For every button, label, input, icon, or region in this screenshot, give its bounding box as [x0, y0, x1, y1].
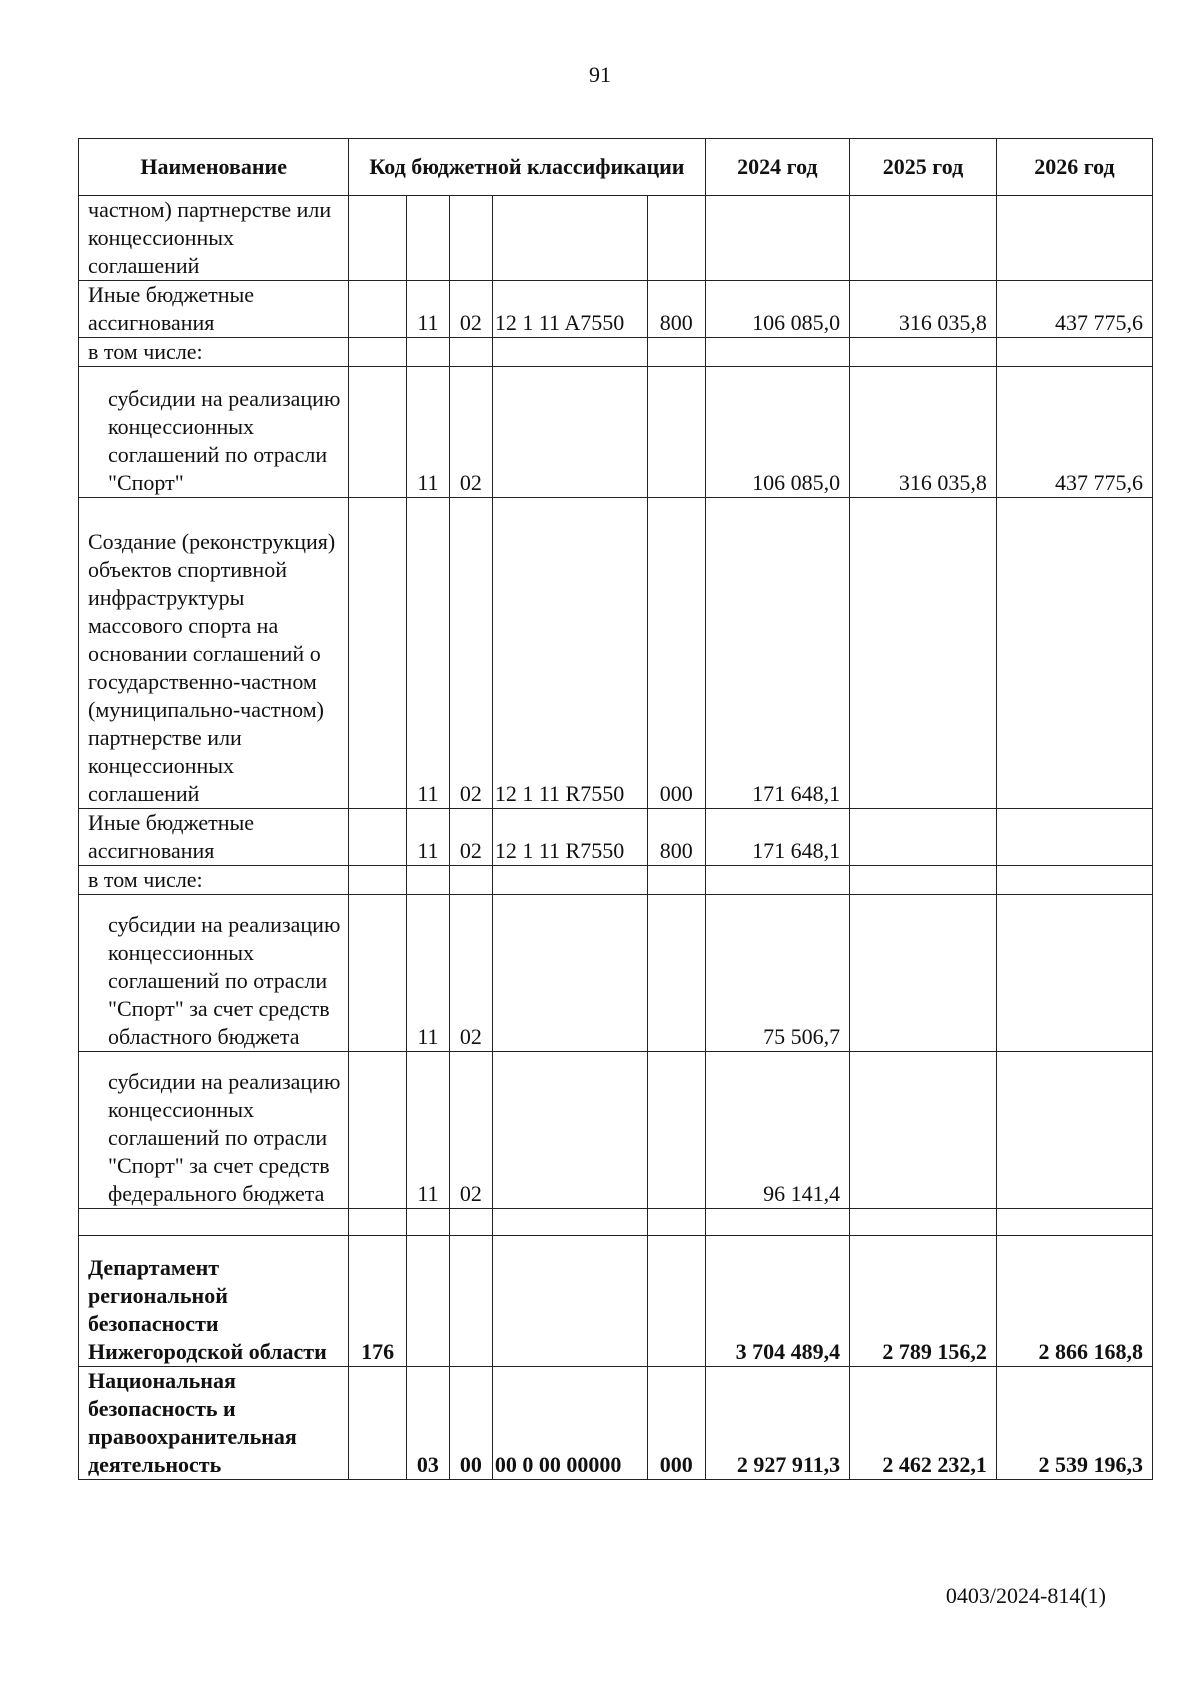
cell-2025: 2 789 156,2 [850, 1236, 997, 1367]
cell-expense-type [647, 367, 705, 498]
cell-2024: 171 648,1 [705, 809, 850, 866]
cell-name: Иные бюджетные ассигнования [79, 281, 349, 338]
cell-target-article [492, 1052, 647, 1209]
cell-2026: 2 866 168,8 [996, 1236, 1152, 1367]
cell-subsection [449, 1209, 492, 1236]
cell-grbs [349, 1367, 407, 1480]
cell-2025 [850, 498, 997, 809]
cell-name: в том числе: [79, 866, 349, 895]
cell-expense-type [647, 1236, 705, 1367]
cell-target-article [492, 338, 647, 367]
indented-name: субсидии на реализацию концессионных соглашений по отрасли "Спорт" за счет средств областного бюджета [108, 912, 341, 1049]
table-row [79, 809, 1153, 866]
cell-grbs [349, 866, 407, 895]
cell-subsection [449, 338, 492, 367]
cell-grbs [349, 338, 407, 367]
cell-grbs [349, 809, 407, 866]
cell-section: 11 [406, 367, 449, 498]
cell-expense-type [647, 895, 705, 1052]
cell-2025: 316 035,8 [850, 281, 997, 338]
cell-grbs [349, 1052, 407, 1209]
cell-2026 [996, 809, 1152, 866]
cell-expense-type [647, 866, 705, 895]
cell-subsection: 02 [449, 1052, 492, 1209]
table-row [79, 367, 1153, 498]
cell-expense-type: 000 [647, 498, 705, 809]
cell-subsection [449, 1236, 492, 1367]
cell-name [79, 367, 349, 498]
table-row [79, 866, 1153, 895]
cell-2026 [996, 1052, 1152, 1209]
header-2026: 2026 год [996, 139, 1152, 196]
cell-expense-type: 000 [647, 1367, 705, 1480]
cell-name: Департамент региональной безопасности Нижегородской области [79, 1236, 349, 1367]
header-name: Наименование [79, 139, 349, 196]
cell-2024: 75 506,7 [705, 895, 850, 1052]
cell-2024: 106 085,0 [705, 281, 850, 338]
cell-target-article [492, 367, 647, 498]
cell-2025 [850, 809, 997, 866]
cell-2025 [850, 1052, 997, 1209]
cell-target-article [492, 1209, 647, 1236]
cell-2025: 2 462 232,1 [850, 1367, 997, 1480]
cell-2026 [996, 866, 1152, 895]
cell-2026 [996, 498, 1152, 809]
indented-name: субсидии на реализацию концессионных соглашений по отрасли "Спорт" [108, 386, 341, 495]
cell-name [79, 1209, 349, 1236]
cell-subsection: 02 [449, 367, 492, 498]
cell-section [406, 1209, 449, 1236]
cell-subsection: 02 [449, 895, 492, 1052]
cell-grbs [349, 367, 407, 498]
table-row [79, 1367, 1153, 1480]
cell-2026 [996, 895, 1152, 1052]
cell-grbs [349, 1209, 407, 1236]
cell-section: 11 [406, 498, 449, 809]
table-row [79, 895, 1153, 1052]
table-row [79, 1209, 1153, 1236]
budget-table [78, 138, 1153, 1480]
cell-target-article: 12 1 11 R7550 [492, 498, 647, 809]
cell-name: частном) партнерстве или концессионных соглашений [79, 196, 349, 281]
cell-name [79, 895, 349, 1052]
cell-subsection: 02 [449, 809, 492, 866]
table-row [79, 338, 1153, 367]
table-row [79, 281, 1153, 338]
cell-section: 11 [406, 895, 449, 1052]
table-row [79, 1236, 1153, 1367]
page-number: 91 [589, 62, 611, 87]
cell-target-article: 12 1 11 A7550 [492, 281, 647, 338]
cell-expense-type: 800 [647, 809, 705, 866]
cell-subsection: 02 [449, 281, 492, 338]
cell-section [406, 338, 449, 367]
cell-name: в том числе: [79, 338, 349, 367]
cell-expense-type [647, 196, 705, 281]
header-code: Код бюджетной классификации [349, 139, 705, 196]
cell-name: Национальная безопасность и правоохранительная деятельность [79, 1367, 349, 1480]
cell-target-article [492, 895, 647, 1052]
cell-2026: 437 775,6 [996, 281, 1152, 338]
cell-name: Создание (реконструкция) объектов спортивной инфраструктуры массового спорта на основании соглашений о государственно-частном (муниципально-частном) партнерстве или концессионных соглашений [79, 498, 349, 809]
header-2025: 2025 год [850, 139, 997, 196]
cell-section: 11 [406, 1052, 449, 1209]
cell-expense-type [647, 1209, 705, 1236]
cell-2024: 171 648,1 [705, 498, 850, 809]
cell-2024 [705, 866, 850, 895]
cell-section: 11 [406, 281, 449, 338]
cell-2025 [850, 338, 997, 367]
cell-section [406, 196, 449, 281]
cell-2024: 3 704 489,4 [705, 1236, 850, 1367]
cell-expense-type [647, 1052, 705, 1209]
cell-name: Иные бюджетные ассигнования [79, 809, 349, 866]
cell-grbs [349, 196, 407, 281]
cell-2024: 106 085,0 [705, 367, 850, 498]
cell-2026: 437 775,6 [996, 367, 1152, 498]
table-row [79, 498, 1153, 809]
cell-target-article: 00 0 00 00000 [492, 1367, 647, 1480]
cell-2025 [850, 196, 997, 281]
header-2024: 2024 год [705, 139, 850, 196]
cell-2026 [996, 1209, 1152, 1236]
cell-grbs: 176 [349, 1236, 407, 1367]
indented-name: субсидии на реализацию концессионных соглашений по отрасли "Спорт" за счет средств федерального бюджета [108, 1069, 341, 1206]
cell-2026 [996, 196, 1152, 281]
cell-2024 [705, 1209, 850, 1236]
cell-grbs [349, 895, 407, 1052]
cell-section [406, 866, 449, 895]
cell-2025 [850, 866, 997, 895]
cell-section [406, 1236, 449, 1367]
cell-target-article [492, 196, 647, 281]
cell-2025: 316 035,8 [850, 367, 997, 498]
header-row [79, 139, 1153, 196]
cell-target-article: 12 1 11 R7550 [492, 809, 647, 866]
cell-grbs [349, 498, 407, 809]
cell-subsection [449, 866, 492, 895]
cell-expense-type: 800 [647, 281, 705, 338]
cell-section: 11 [406, 809, 449, 866]
cell-2025 [850, 1209, 997, 1236]
cell-subsection: 00 [449, 1367, 492, 1480]
cell-target-article [492, 866, 647, 895]
cell-name [79, 1052, 349, 1209]
cell-2025 [850, 895, 997, 1052]
cell-2024 [705, 196, 850, 281]
cell-2024 [705, 338, 850, 367]
cell-expense-type [647, 338, 705, 367]
cell-subsection: 02 [449, 498, 492, 809]
cell-grbs [349, 281, 407, 338]
table-body [79, 139, 1153, 1480]
table-row [79, 1052, 1153, 1209]
document-code: 0403/2024-814(1) [945, 1583, 1106, 1608]
cell-2024: 96 141,4 [705, 1052, 850, 1209]
cell-2026: 2 539 196,3 [996, 1367, 1152, 1480]
cell-2026 [996, 338, 1152, 367]
cell-section: 03 [406, 1367, 449, 1480]
cell-2024: 2 927 911,3 [705, 1367, 850, 1480]
cell-target-article [492, 1236, 647, 1367]
cell-subsection [449, 196, 492, 281]
table-row [79, 196, 1153, 281]
